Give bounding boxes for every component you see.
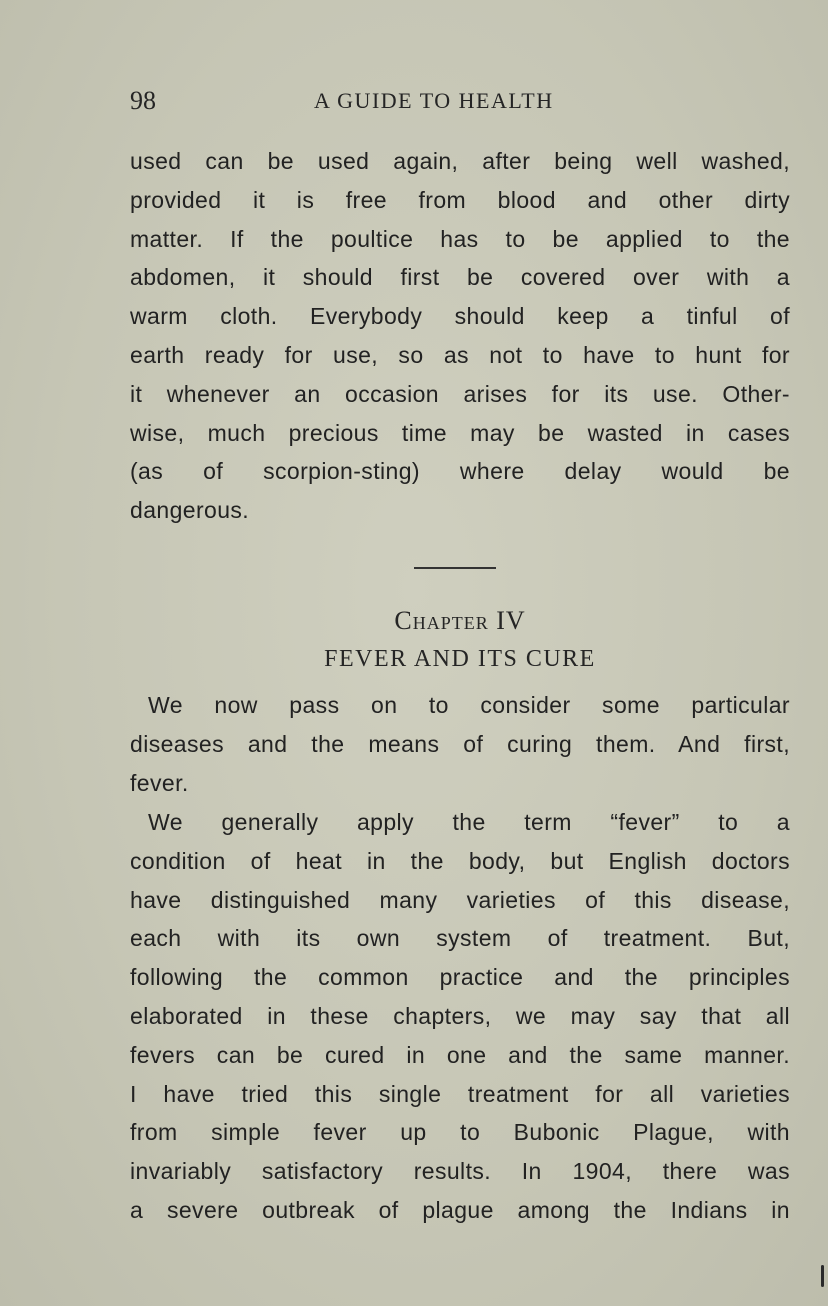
text-line: fevers can be cured in one and the same manner. <box>130 1041 790 1068</box>
text-line: We now pass on to consider some particular <box>148 692 790 718</box>
text-line: from simple fever up to Bubonic Plague, with <box>130 1119 790 1146</box>
chapter-number: Chapter IV <box>394 606 526 635</box>
text-line: elaborated in these chapters, we may say that all <box>130 1002 790 1029</box>
text-line: dangerous. <box>130 497 250 524</box>
page-number: 98 <box>130 86 156 115</box>
text-line: We generally apply the term “fever” to a <box>148 809 790 835</box>
chapter-title: FEVER AND ITS CURE <box>324 646 596 672</box>
text-line: it whenever an occasion arises for its use. Other- <box>130 380 790 407</box>
text-line: provided it is free from blood and other dirty <box>130 186 790 213</box>
text-line: I have tried this single treatment for all varieties <box>130 1080 790 1107</box>
text-line: have distinguished many varieties of this disease, <box>130 886 790 913</box>
section-divider <box>414 567 496 569</box>
text-line: abdomen, it should first be covered over with a <box>130 264 790 291</box>
text-line: earth ready for use, so as not to have to hunt for <box>130 341 790 368</box>
text-line: fever. <box>130 769 189 796</box>
text-line: following the common practice and the principles <box>130 964 790 991</box>
text-line: invariably satisfactory results. In 1904, there was <box>130 1158 790 1185</box>
text-line: (as of scorpion-sting) where delay would be <box>130 458 790 485</box>
text-line: condition of heat in the body, but English doctors <box>130 847 790 874</box>
text-line: a severe outbreak of plague among the Indians in <box>130 1196 790 1223</box>
page-edge-mark <box>821 1265 824 1287</box>
chapter-paragraph <box>130 803 790 1230</box>
text-line: warm cloth. Everybody should keep a tinful of <box>130 303 790 330</box>
text-line: diseases and the means of curing them. And first, <box>130 730 790 757</box>
text-line: each with its own system of treatment. But, <box>130 925 790 952</box>
chapter-paragraph <box>130 686 790 802</box>
text-line: matter. If the poultice has to be applied to the <box>130 225 790 252</box>
text-line: wise, much precious time may be wasted in cases <box>130 419 790 446</box>
paragraph-continued <box>130 142 790 530</box>
running-title: A GUIDE TO HEALTH <box>314 88 554 113</box>
running-header <box>130 86 790 118</box>
text-line: used can be used again, after being well washed, <box>130 148 790 174</box>
